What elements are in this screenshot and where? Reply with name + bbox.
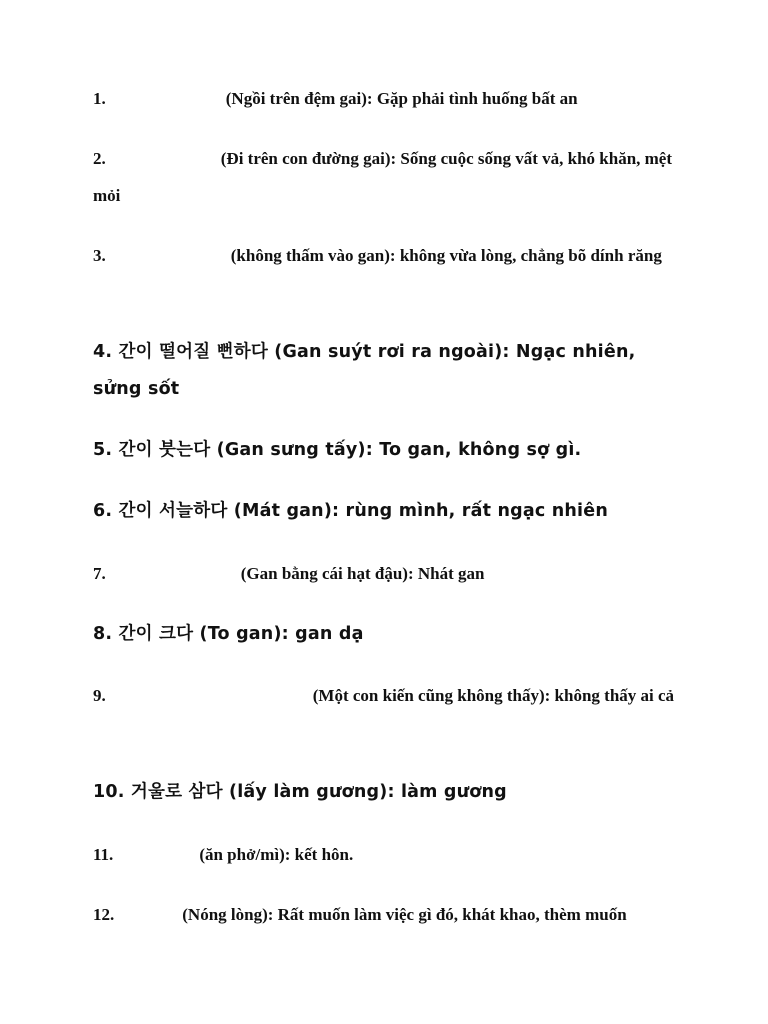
item-text: (không thấm vào gan): không vừa lòng, chẳng bõ dính răng	[230, 246, 662, 265]
item-text: (Gan suýt rơi ra ngoài): Ngạc nhiên, sửng sốt	[93, 342, 636, 399]
item-number: 10.	[93, 782, 125, 802]
item-text: (To gan): gan dạ	[199, 624, 364, 644]
item-number: 11.	[93, 845, 114, 864]
item-number: 6.	[93, 501, 113, 521]
item-number: 3.	[93, 246, 106, 265]
list-item	[93, 80, 683, 117]
list-item	[93, 836, 683, 873]
korean-phrase: 간이 붓는다	[118, 440, 211, 460]
item-number: 8.	[93, 624, 113, 644]
list-item	[93, 237, 683, 274]
list-item	[93, 896, 683, 933]
item-text: (ăn phở/mì): kết hôn.	[199, 845, 354, 864]
item-text: (Gan bằng cái hạt đậu): Nhát gan	[240, 564, 485, 583]
list-item	[93, 555, 683, 592]
item-text: (Đi trên con đường gai): Sống cuộc sống vất vả, khó khăn, mệt mỏi	[93, 149, 673, 205]
item-text: (Ngồi trên đệm gai): Gặp phải tình huống bất an	[225, 89, 578, 108]
korean-phrase: 간이 떨어질 뻔하다	[118, 342, 268, 362]
item-number: 1.	[93, 89, 106, 108]
item-number: 5.	[93, 440, 113, 460]
item-text: (Một con kiến cũng không thấy): không thấy ai cả	[312, 686, 675, 705]
list-item	[93, 432, 683, 469]
list-item	[93, 774, 683, 811]
korean-phrase: 간이 크다	[118, 624, 194, 644]
item-text: (lấy làm gương): làm gương	[229, 782, 507, 802]
list-item	[93, 677, 683, 714]
item-number: 7.	[93, 564, 106, 583]
item-number: 4.	[93, 342, 113, 362]
item-number: 12.	[93, 905, 115, 924]
item-text: (Mát gan): rùng mình, rất ngạc nhiên	[233, 501, 608, 521]
korean-phrase: 간이 서늘하다	[118, 501, 228, 521]
list-item	[93, 493, 683, 530]
item-text: (Nóng lòng): Rất muốn làm việc gì đó, khát khao, thèm muốn	[182, 905, 627, 924]
item-number: 2.	[93, 149, 106, 168]
korean-phrase: 거울로 삼다	[130, 782, 223, 802]
list-item	[93, 616, 683, 653]
list-item	[93, 140, 683, 214]
list-item	[93, 334, 683, 408]
item-number: 9.	[93, 686, 106, 705]
item-text: (Gan sưng tấy): To gan, không sợ gì.	[216, 440, 582, 460]
